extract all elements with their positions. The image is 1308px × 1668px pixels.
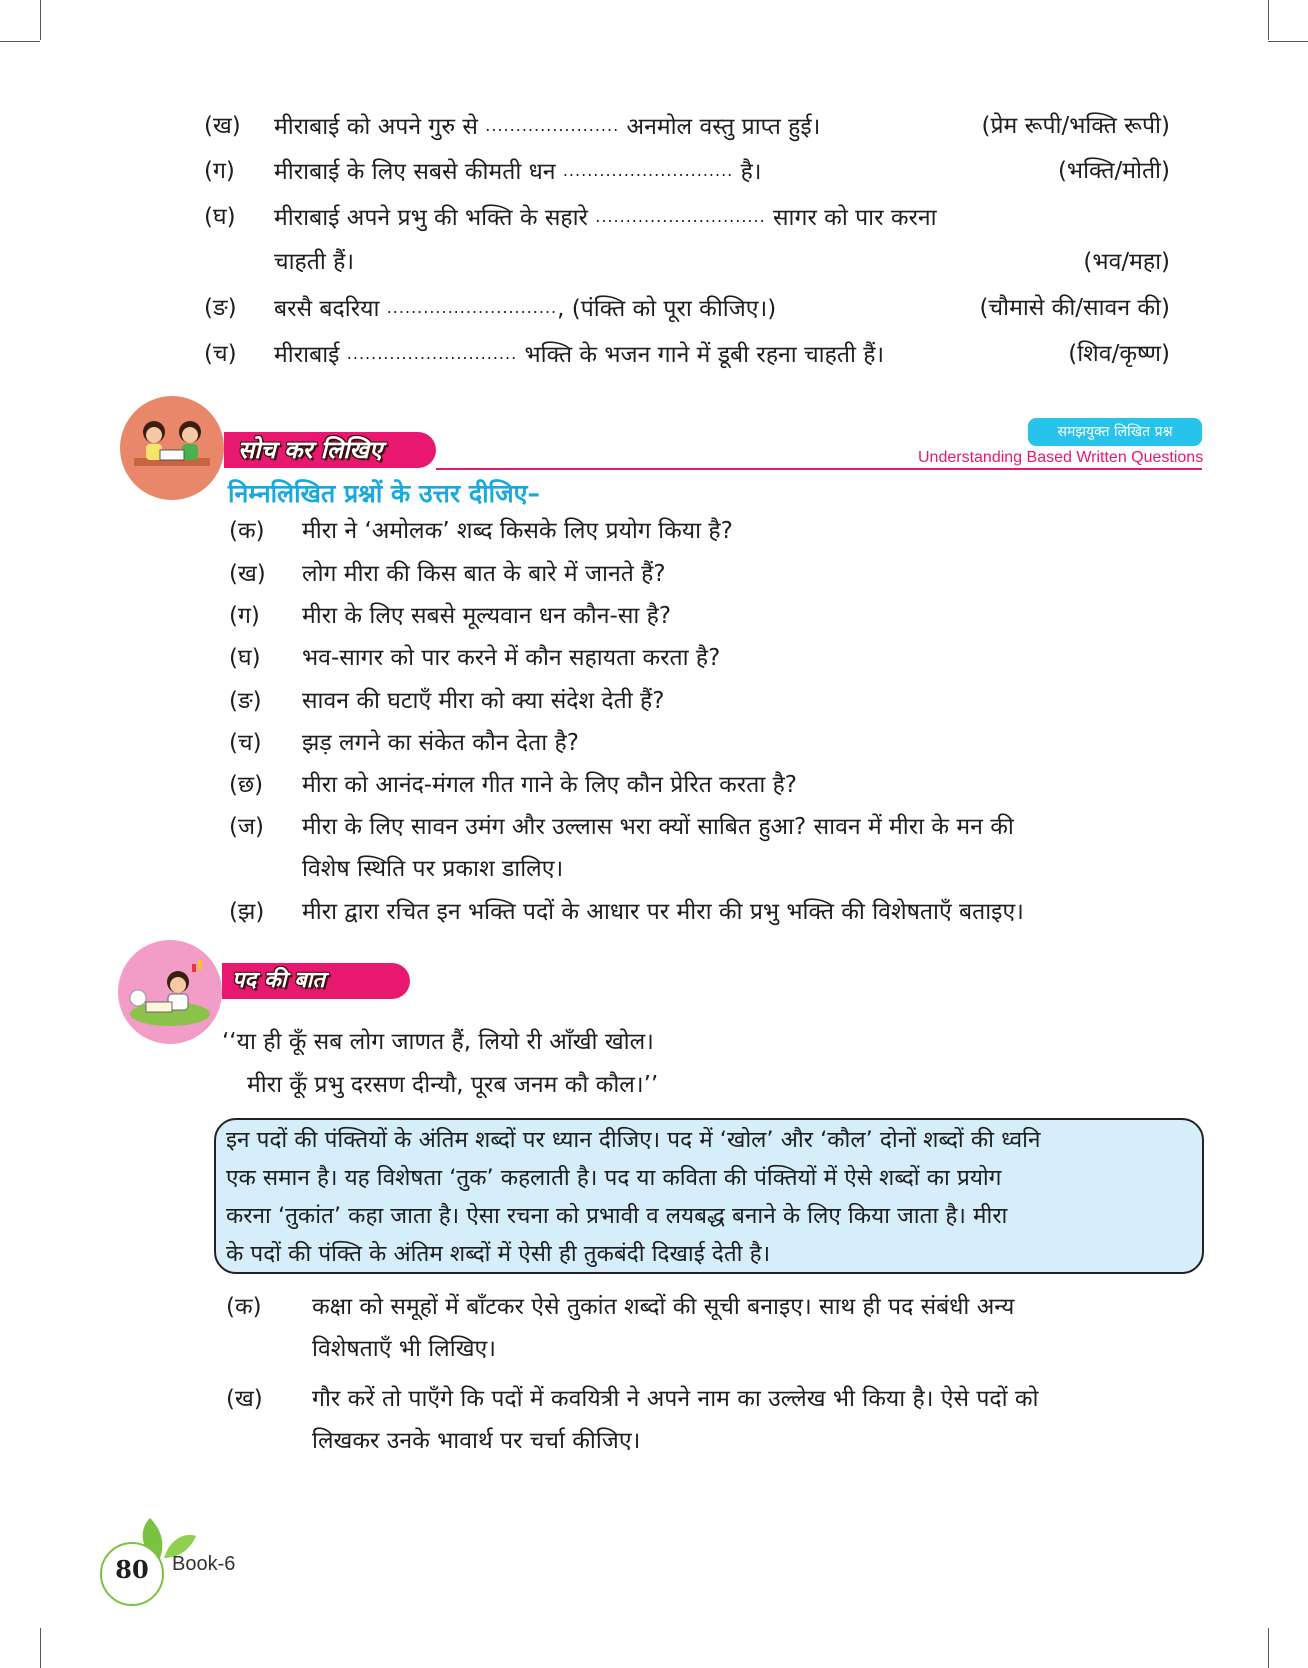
blank-line: ............................ [346, 344, 518, 363]
item-text: भक्ति के भजन गाने में डूबी रहना चाहती हैं। [524, 342, 885, 368]
question-item [229, 896, 1024, 928]
activity-item-cont [312, 1333, 496, 1365]
question-type-badge: समझयुक्त लिखित प्रश्न [1028, 418, 1202, 446]
crop-mark [1268, 0, 1269, 40]
question-item [229, 769, 798, 801]
question-text: विशेष स्थिति पर प्रकाश डालिए। [302, 856, 564, 882]
children-reading-icon [120, 396, 224, 500]
question-text: मीरा ने ‘अमोलक’ शब्द किसके लिए प्रयोग किया है? [302, 518, 733, 544]
question-label: (घ) [229, 645, 261, 671]
question-text: मीरा द्वारा रचित इन भक्ति पदों के आधार पर मीरा की प्रभु भक्ति की विशेषताएँ बताइए। [302, 899, 1024, 925]
question-item [229, 685, 665, 717]
question-text: भव-सागर को पार करने में कौन सहायता करता है? [302, 645, 721, 671]
section-underline [436, 468, 1202, 470]
question-label: (ङ) [229, 688, 262, 714]
blank-line: ............................ [386, 298, 558, 317]
item-label: (घ) [204, 204, 236, 230]
info-box-line: के पदों की पंक्ति के अंतिम शब्दों में ऐसी ही तुकबंदी दिखाई देती है। [226, 1241, 771, 1267]
item-options: (भक्ति/मोती) [1057, 158, 1170, 184]
crop-mark [40, 0, 41, 40]
question-label: (छ) [229, 772, 264, 798]
item-text: , (पंक्ति को पूरा कीजिए।) [557, 296, 777, 322]
item-label: (ङ) [204, 295, 237, 321]
item-options: (प्रेम रूपी/भक्ति रूपी) [981, 113, 1170, 139]
question-item-cont [302, 853, 563, 885]
item-text: मीराबाई अपने प्रभु की भक्ति के सहारे [274, 205, 588, 231]
question-text: मीरा के लिए सबसे मूल्यवान धन कौन-सा है? [302, 603, 672, 629]
question-text: सावन की घटाएँ मीरा को क्या संदेश देती हैं? [302, 688, 665, 714]
crop-mark [1268, 41, 1308, 42]
activity-label: (क) [226, 1294, 262, 1320]
item-label: (च) [204, 341, 237, 367]
question-item [229, 600, 672, 632]
fill-blank-item [204, 155, 1170, 187]
item-text: अनमोल वस्तु प्राप्त हुई। [626, 114, 821, 140]
question-type-english: Understanding Based Written Questions [918, 449, 1204, 466]
fill-blank-item [204, 338, 1170, 370]
info-box-line: एक समान है। यह विशेषता ‘तुक’ कहलाती है। पद या कविता की पंक्तियों में ऐसे शब्दों का प्रयोग [226, 1165, 1002, 1191]
question-label: (क) [229, 518, 265, 544]
child-reading-book-icon [118, 940, 222, 1044]
question-label: (च) [229, 730, 262, 756]
section-icon-reading-child [118, 940, 222, 1044]
activity-item [226, 1383, 1039, 1415]
question-text: लोग मीरा की किस बात के बारे में जानते हैं? [302, 561, 666, 587]
question-label: (ज) [229, 814, 265, 840]
item-text: चाहती हैं। [274, 249, 355, 275]
item-label: (ख) [204, 113, 241, 139]
item-options: (शिव/कृष्ण) [1068, 341, 1170, 367]
activity-item-cont [312, 1425, 640, 1457]
info-box-line: इन पदों की पंक्तियों के अंतिम शब्दों पर ध्यान दीजिए। पद में ‘खोल’ और ‘कौल’ दोनों शब्दों की ध्वनि [226, 1127, 1041, 1153]
verse-line-2: मीरा कूँ प्रभु दरसण दीन्यौ, पूरब जनम कौ कौल।’’ [247, 1072, 659, 1098]
question-item [229, 642, 721, 674]
fill-blank-item [204, 201, 1170, 233]
item-text: मीराबाई के लिए सबसे कीमती धन [274, 159, 556, 185]
question-label: (ख) [229, 561, 266, 587]
item-text: बरसै बदरिया [274, 296, 380, 322]
item-text: सागर को पार करना [773, 205, 937, 231]
activity-label: (ख) [226, 1386, 263, 1412]
crop-mark [1268, 1628, 1269, 1668]
question-item [229, 515, 733, 547]
question-text: मीरा के लिए सावन उमंग और उल्लास भरा क्यों साबित हुआ? सावन में मीरा के मन की [302, 814, 1014, 840]
book-label: Book-6 [172, 1553, 236, 1575]
item-text: मीराबाई [274, 342, 340, 368]
section-title: सोच कर लिखिए [238, 436, 383, 464]
question-label: (ग) [229, 603, 260, 629]
section-icon-reading-kids [120, 396, 224, 500]
fill-blank-item [204, 110, 1170, 142]
question-text: झड़ लगने का संकेत कौन देता है? [302, 730, 579, 756]
question-text: मीरा को आनंद-मंगल गीत गाने के लिए कौन प्रेरित करता है? [302, 772, 798, 798]
fill-blank-item [204, 292, 1170, 324]
page-number: 80 [115, 1555, 149, 1584]
activity-text: विशेषताएँ भी लिखिए। [312, 1336, 496, 1362]
instruction-heading: निम्नलिखित प्रश्नों के उत्तर दीजिए– [228, 479, 540, 508]
blank-line: ...................... [485, 116, 620, 135]
item-options: (चौमासे की/सावन की) [979, 295, 1170, 321]
question-item [229, 811, 1014, 843]
blank-line: ............................ [562, 161, 734, 180]
activity-item [226, 1291, 1015, 1323]
blank-line: ............................ [595, 207, 766, 226]
info-box-line: करना ‘तुकांत’ कहा जाता है। ऐसा रचना को प्रभावी व लयबद्ध बनाने के लिए किया जाता है। मीरा [226, 1203, 1008, 1229]
question-item [229, 727, 579, 759]
crop-mark [0, 41, 40, 42]
activity-text: लिखकर उनके भावार्थ पर चर्चा कीजिए। [312, 1428, 641, 1454]
item-text: मीराबाई को अपने गुरु से [274, 114, 478, 140]
item-label: (ग) [204, 158, 235, 184]
activity-text: कक्षा को समूहों में बाँटकर ऐसे तुकांत शब्दों की सूची बनाइए। साथ ही पद संबंधी अन्य [312, 1294, 1015, 1320]
crop-mark [40, 1628, 41, 1668]
verse-line-1: ‘‘या ही कूँ सब लोग जाणत हैं, लियो री आँखी खोल। [222, 1029, 654, 1055]
question-label: (झ) [229, 899, 265, 925]
section-title: पद की बात [232, 968, 325, 993]
activity-text: गौर करें तो पाएँगे कि पदों में कवयित्री ने अपने नाम का उल्लेख भी किया है। ऐसे पदों को [312, 1386, 1039, 1412]
item-text: है। [740, 159, 762, 185]
question-item [229, 558, 666, 590]
item-options: (भव/महा) [1083, 249, 1170, 275]
